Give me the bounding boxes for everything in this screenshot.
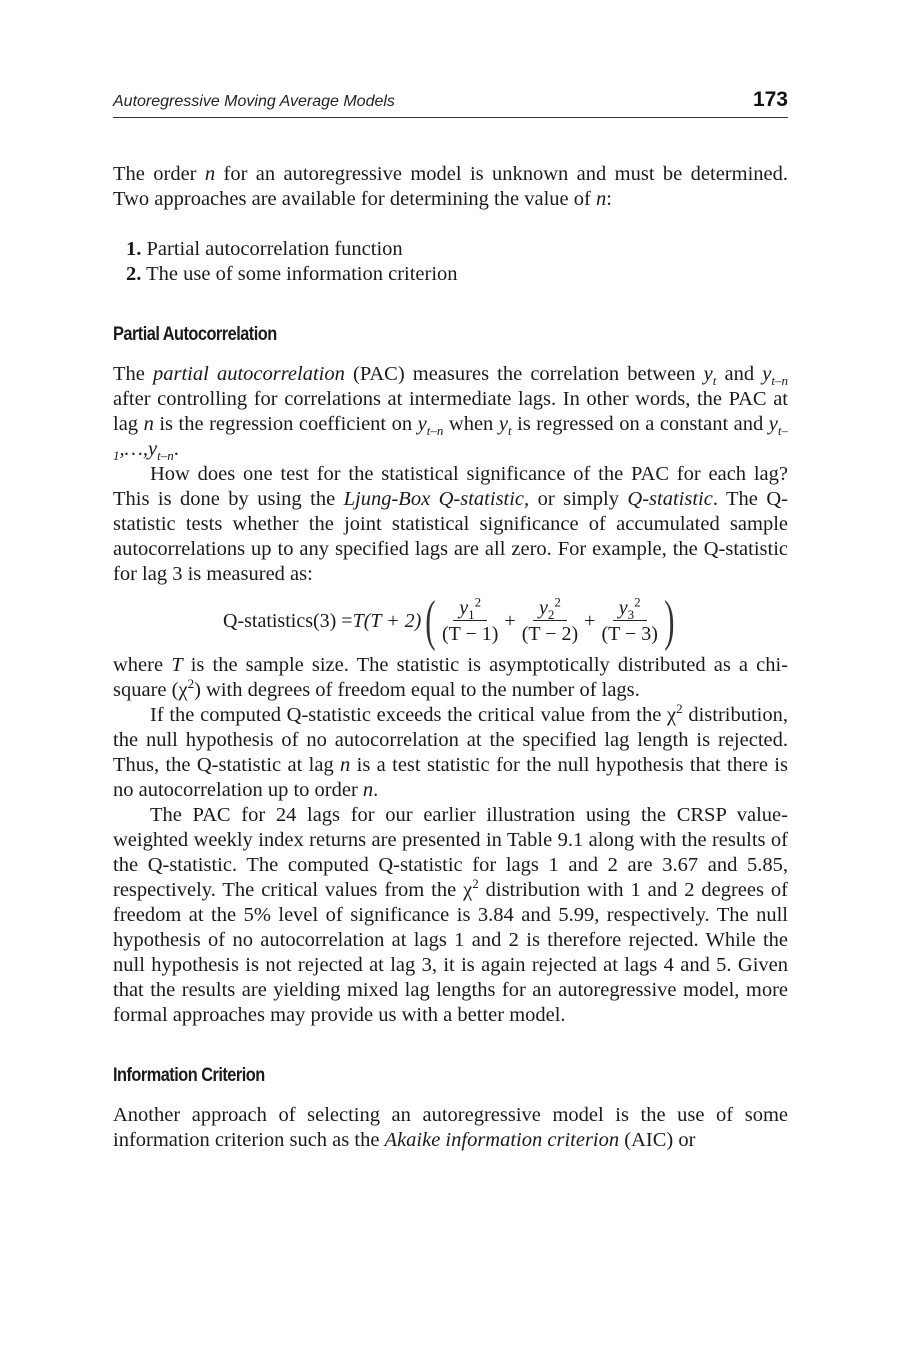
section-heading-partial-autocorrelation: Partial Autocorrelation <box>113 324 277 345</box>
critical-value-paragraph: If the computed Q-statistic exceeds the critical value from the $\chi^2$ distribution, the null hypothesis of no autocorrelation at the specified lag length is rejected. Thus, the Q-statistic at lag n is a test statistic for the null hypothesis that there is no autocorrelation up to order n. <box>113 701 788 801</box>
running-title: Autoregressive Moving Average Models <box>113 93 395 110</box>
pac-definition-paragraph: The partial autocorrelation (PAC) measures the correlation between $y_t$ and $y_{t-n}$ after controlling for correlations at intermediate lags. In other words, the PAC at lag n is the regression coefficient on $y_{t-n}$ when $y_t$ is regressed on a constant and $y_{t-1},\dots,y_{t-n}$. <box>113 363 788 464</box>
section-heading-information-criterion: Information Criterion <box>113 1065 265 1086</box>
page-body <box>113 162 788 1153</box>
intro-paragraph: The order n for an autoregressive model is unknown and must be determined. Two approaches are available for determining the value of n: <box>113 163 788 210</box>
approaches-list <box>113 237 788 287</box>
q-statistic-paragraph: How does one test for the statistical significance of the PAC for each lag? This is done by using the Ljung-Box Q-statistic, or simply Q-statistic. The Q-statistic tests whether the joint statistical significance of accumulated sample autocorrelations up to any specified lags are all zero. For example, the Q-statistic for lag 3 is measured as: <box>113 463 788 585</box>
list-item: 2. The use of some information criterion <box>126 263 458 285</box>
q-statistic-equation: Q-statistics(3) = T(T + 2) ( $\frac{y_1^2}{(T - 1)}$ + $\frac{y_2^2}{(T - 2)}$ + $\frac{y_3^2}{(T - 3)}$ ) <box>223 590 675 652</box>
sample-size-paragraph: where T is the sample size. The statistic is asymptotically distributed as a chi-square $(\chi^2)$ with degrees of freedom equal to the number of lags. <box>113 654 788 701</box>
information-criterion-paragraph: Another approach of selecting an autoregressive model is the use of some information criterion such as the Akaike information criterion (AIC) or <box>113 1104 788 1151</box>
list-item: 1. Partial autocorrelation function <box>126 238 403 260</box>
crsp-illustration-paragraph: The PAC for 24 lags for our earlier illustration using the CRSP value-weighted weekly index returns are presented in Table 9.1 along with the results of the Q-statistic. The computed Q-statistic for lags 1 and 2 are 3.67 and 5.85, respectively. The critical values from the $\chi^2$ distribution with 1 and 2 degrees of freedom at the 5% level of significance is 3.84 and 5.99, respectively. The null hypothesis of no autocorrelation at lags 1 and 2 is therefore rejected. While the null hypothesis is not rejected at lag 3, it is again rejected at lags 4 and 5. Given that the results are yielding mixed lag lengths for an autoregressive model, more formal approaches may provide us with a better model. <box>113 804 788 1026</box>
page-number: 173 <box>752 88 788 111</box>
page-header <box>113 88 788 118</box>
